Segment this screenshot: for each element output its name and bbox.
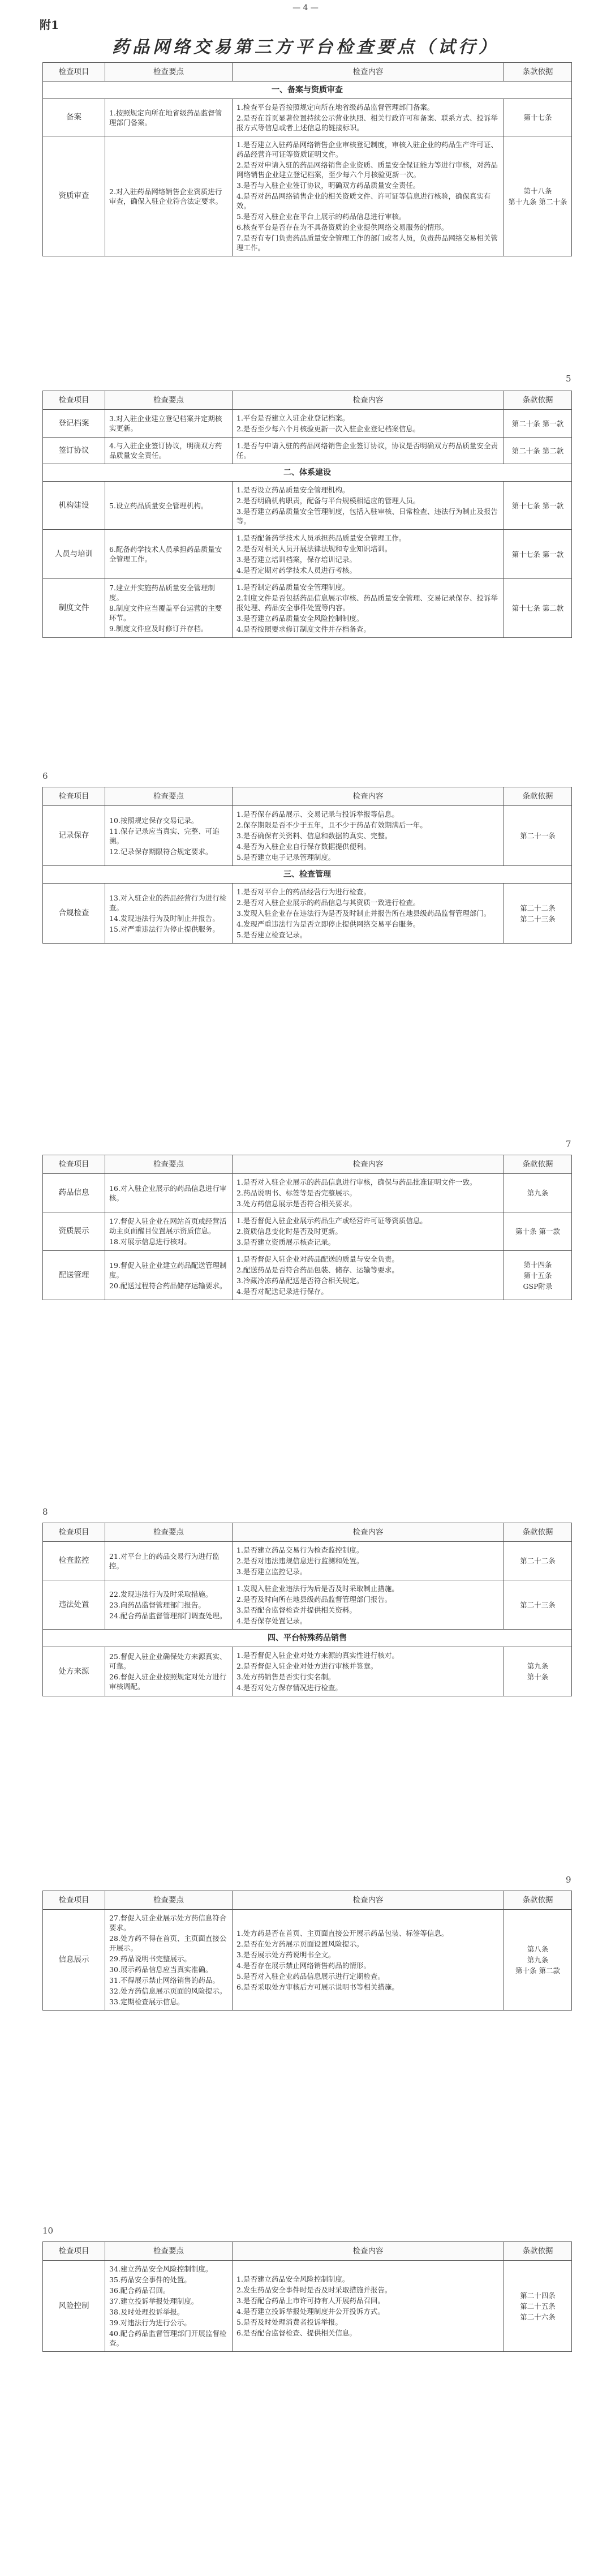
clause-basis-line: GSP附录 (523, 1281, 553, 1291)
clause-basis (504, 1542, 572, 1580)
section-heading: 三、检查管理 (43, 866, 572, 884)
check-item: 制度文件 (43, 579, 105, 638)
clause-basis-line: 第二十二条 (520, 903, 556, 912)
check-content-line: 1.是否建立药品交易行为检查监控制度。 (236, 1546, 364, 1554)
table-header-row (43, 1523, 572, 1542)
check-item: 风险控制 (43, 2261, 105, 2352)
check-points-line: 5.设立药品质量安全管理机构。 (109, 501, 208, 510)
check-item: 资质审查 (43, 136, 105, 256)
check-content-line: 3.是否配合监督检查并提供相关资料。 (236, 1606, 356, 1614)
clause-basis-line: 第二十三条 (520, 914, 556, 923)
check-points-line: 32.处方药信息展示页面的风险提示。 (109, 1987, 227, 1995)
check-content-line: 5.是否对入驻企业在平台上展示的药品信息进行审核。 (236, 212, 406, 221)
check-content-line: 3.是否确保有关资料、信息和数据的真实、完整。 (236, 831, 392, 840)
check-item: 药品信息 (43, 1174, 105, 1212)
check-content-line: 6.核查平台是否存在为不具备资质的企业提供网络交易服务的情形。 (236, 223, 449, 232)
check-points-line: 13.对入驻企业的药品经营行为进行检查。 (109, 893, 227, 912)
check-points (105, 1910, 233, 2011)
check-content-line: 1.是否设立药品质量安全管理机构。 (236, 486, 350, 494)
check-points-line: 6.配备药学技术人员承担药品质量安全管理工作。 (109, 545, 222, 563)
clause-basis-line: 第十八条 (523, 186, 552, 195)
column-header: 检查项目 (43, 63, 105, 82)
clause-basis-line: 第二十五条 (520, 2301, 556, 2311)
check-content (233, 410, 504, 438)
page-number: 7 (566, 1139, 571, 1149)
check-content-line: 1.是否督促入驻企业展示药品生产或经营许可证等资质信息。 (236, 1216, 427, 1225)
check-points-line: 10.按照规定保存交易记录。 (109, 816, 199, 825)
column-header: 检查内容 (233, 787, 504, 806)
check-points (105, 1174, 233, 1212)
document-title: 药品网络交易第三方平台检查要点（试行） (112, 37, 499, 57)
check-content-line: 3.是否建立资质展示核查记录。 (236, 1238, 335, 1246)
check-content-line: 3.发现入驻企业存在违法行为是否及时制止并报告所在地县级药品监督管理部门。 (236, 909, 491, 918)
check-content-line: 4.是否按照要求修订制度文件并存档备查。 (236, 625, 371, 633)
check-content-line: 1.是否保存药品展示、交易记录与投诉举报等信息。 (236, 810, 399, 818)
clause-basis-line: 第十条 第一款 (515, 1227, 560, 1236)
check-content-line: 2.是否在首页显著位置持续公示营业执照、相关行政许可和备案、联系方式、投诉举报方式等信息或者上述信息的链接标识。 (236, 114, 498, 132)
check-content-line: 2.是否及时向所在地县级药品监督管理部门报告。 (236, 1595, 392, 1604)
check-content-line: 6.是否配合监督检查、提供相关信息。 (236, 2329, 356, 2337)
section-heading: 一、备案与资质审查 (43, 82, 572, 99)
column-header: 条款依据 (504, 1891, 572, 1910)
clause-basis-line: 第二十三条 (520, 1600, 556, 1609)
check-points-line: 23.向药品监督管理部门报告。 (109, 1600, 205, 1609)
column-header: 检查要点 (105, 1155, 233, 1174)
inspection-table (42, 787, 572, 944)
table-row (43, 2261, 572, 2352)
check-item: 资质展示 (43, 1212, 105, 1251)
table-header-row (43, 63, 572, 82)
check-content-line: 1.是否制定药品质量安全管理制度。 (236, 583, 350, 592)
check-content (233, 2261, 504, 2352)
clause-basis-line: 第二十二条 (520, 1557, 556, 1565)
clause-basis (504, 410, 572, 438)
check-content (233, 1580, 504, 1630)
check-points (105, 410, 233, 438)
check-points-line: 11.保存记录应当真实、完整、可追溯。 (109, 826, 220, 845)
clause-basis-line: 第十七条 (523, 113, 552, 122)
check-content-line: 1.是否与申请入驻的药品网络销售企业签订协议，协议是否明确双方药品质量安全责任。 (236, 442, 498, 460)
table-row (43, 530, 572, 579)
column-header: 检查要点 (105, 787, 233, 806)
check-content-line: 2.是否对入驻企业展示的药品信息与其资质一致进行检查。 (236, 898, 420, 907)
clause-basis-line: 第十七条 第二款 (511, 604, 564, 612)
check-content (233, 1212, 504, 1251)
table-row (43, 1910, 572, 2011)
check-content-line: 2.是否督促入驻企业对处方进行审核并签章。 (236, 1662, 378, 1670)
check-content-line: 4.是否对处方保存情况进行检查。 (236, 1683, 342, 1692)
table-row (43, 99, 572, 136)
column-header: 条款依据 (504, 1523, 572, 1542)
column-header: 条款依据 (504, 2242, 572, 2261)
check-points-line: 4.与入驻企业签订协议，明确双方药品质量安全责任。 (109, 442, 222, 460)
column-header: 检查内容 (233, 391, 504, 410)
clause-basis-line: 第十四条 (523, 1260, 552, 1269)
check-content-line: 2.保存期限是否不少于五年，且不少于药品有效期满后一年。 (236, 821, 427, 829)
table-header-row (43, 787, 572, 806)
check-points (105, 99, 233, 136)
check-content-line: 3.冷藏冷冻药品配送是否符合相关规定。 (236, 1276, 364, 1285)
check-content-line: 2.是否至少每六个月核验更新一次入驻企业登记档案信息。 (236, 425, 420, 433)
table-row (43, 1647, 572, 1696)
check-content (233, 99, 504, 136)
check-content-line: 3.是否展示处方药说明书全文。 (236, 1950, 335, 1959)
page-number: 10 (42, 2226, 54, 2236)
check-points-line: 14.发现违法行为及时制止并报告。 (109, 914, 220, 923)
check-content-line: 3.是否与入驻企业签订协议，明确双方药品质量安全责任。 (236, 181, 420, 190)
check-points (105, 1251, 233, 1300)
clause-basis-line: 第十五条 (523, 1271, 552, 1280)
check-content-line: 4.是否对配送记录进行保存。 (236, 1287, 328, 1296)
check-content (233, 884, 504, 944)
column-header: 检查要点 (105, 1523, 233, 1542)
clause-basis (504, 136, 572, 256)
check-points-line: 26.督促入驻企业按照规定对处方进行审核调配。 (109, 1673, 227, 1691)
section-row (43, 866, 572, 884)
clause-basis-line: 第九条 (527, 1956, 549, 1964)
check-item: 记录保存 (43, 806, 105, 866)
check-item: 违法处置 (43, 1580, 105, 1630)
clause-basis-line: 第十条 第二款 (515, 1966, 560, 1975)
check-content-line: 6.是否采取处方审核后方可展示说明书等相关措施。 (236, 1982, 399, 1991)
check-points-line: 16.对入驻企业展示的药品信息进行审核。 (109, 1184, 227, 1202)
check-points-line: 3.对入驻企业建立登记档案并定期核实更新。 (109, 414, 222, 432)
clause-basis-line: 第二十六条 (520, 2312, 556, 2321)
inspection-table (42, 1523, 572, 1696)
column-header: 检查内容 (233, 63, 504, 82)
page-number: 5 (566, 374, 571, 384)
check-points-line: 25.督促入驻企业确保处方来源真实、可靠。 (109, 1652, 227, 1670)
check-content (233, 438, 504, 464)
check-content-line: 1.检查平台是否按照规定向所在地省级药品监督管理部门备案。 (236, 103, 434, 112)
clause-basis (504, 1910, 572, 2011)
clause-basis-line: 第十七条 第一款 (511, 501, 564, 510)
table-row (43, 884, 572, 944)
check-content (233, 1251, 504, 1300)
check-points-line: 36.配合药品召回。 (109, 2286, 170, 2295)
column-header: 检查要点 (105, 2242, 233, 2261)
check-content-line: 4.是否建立投诉举报处理制度并公开投诉方式。 (236, 2307, 385, 2316)
clause-basis-line: 第二十四条 (520, 2291, 556, 2300)
table-row (43, 1251, 572, 1300)
check-points-line: 35.药品安全事件的处置。 (109, 2275, 191, 2284)
check-content-line: 2.药品说明书、标签等是否完整展示。 (236, 1189, 356, 1197)
check-content-line: 3.是否配合药品上市许可持有人开展药品召回。 (236, 2296, 385, 2305)
column-header: 检查要点 (105, 1891, 233, 1910)
table-header-row (43, 1155, 572, 1174)
clause-basis (504, 579, 572, 638)
check-points-line: 33.定期检查展示信息。 (109, 1998, 184, 2006)
table-row (43, 579, 572, 638)
check-content-line: 3.是否建立药品质量安全管理制度，包括入驻审核、日常检查、违法行为制止及报告等。 (236, 507, 498, 525)
check-content-line: 2.资质信息变化时是否及时更新。 (236, 1227, 342, 1236)
table-header-row (43, 391, 572, 410)
check-points-line: 8.制度文件应当覆盖平台运营的主要环节。 (109, 604, 222, 622)
check-item: 合规检查 (43, 884, 105, 944)
check-points-line: 19.督促入驻企业建立药品配送管理制度。 (109, 1261, 227, 1279)
table-row (43, 1542, 572, 1580)
check-points (105, 438, 233, 464)
inspection-table (42, 391, 572, 638)
check-content-line: 1.是否配备药学技术人员承担药品质量安全管理工作。 (236, 534, 406, 542)
section-row (43, 82, 572, 99)
page-number: 9 (566, 1875, 571, 1885)
clause-basis (504, 2261, 572, 2352)
check-points-line: 2.对入驻药品网络销售企业资质进行审查，确保入驻企业符合法定要求。 (109, 187, 223, 205)
check-content-line: 2.配送药品是否符合药品包装、储存、运输等要求。 (236, 1266, 399, 1274)
table-row (43, 136, 572, 256)
table-row (43, 1174, 572, 1212)
section-row (43, 464, 572, 482)
check-points-line: 12.记录保存期限符合规定要求。 (109, 847, 213, 856)
check-content-line: 2.是否对申请入驻的药品网络销售企业资质、质量安全保证能力等进行审核，对药品网络销售企业建立登记档案，至少每六个月核验更新一次。 (236, 161, 498, 179)
check-content (233, 530, 504, 579)
appendix-label: 附1 (40, 18, 59, 32)
check-item: 处方来源 (43, 1647, 105, 1696)
check-content-line: 5.是否建立电子记录管理制度。 (236, 853, 335, 861)
table-row (43, 410, 572, 438)
clause-basis-line: 第二十条 第一款 (511, 419, 564, 428)
check-content-line: 2.是否在处方药展示页面设置风险提示。 (236, 1939, 364, 1948)
check-content-line: 1.发现入驻企业违法行为后是否及时采取制止措施。 (236, 1584, 399, 1593)
check-item: 登记档案 (43, 410, 105, 438)
table-row (43, 438, 572, 464)
clause-basis-line: 第八条 (527, 1945, 549, 1953)
table-row (43, 806, 572, 866)
check-content-line: 2.是否对违法违规信息进行监测和处置。 (236, 1557, 364, 1565)
check-points-line: 37.建立投诉举报处理制度。 (109, 2297, 199, 2305)
check-points-line: 21.对平台上的药品交易行为进行监控。 (109, 1551, 220, 1570)
inspection-table (42, 2241, 572, 2352)
column-header: 检查内容 (233, 1891, 504, 1910)
check-content-line: 4.是否保存处置记录。 (236, 1617, 307, 1625)
check-points-line: 9.制度文件应及时修订并存档。 (109, 624, 208, 633)
check-points-line: 27.督促入驻企业展示处方药信息符合要求。 (109, 1914, 227, 1932)
check-content (233, 136, 504, 256)
check-content-line: 4.是否对药品网络销售企业的相关资质文件、许可证等信息进行核验，确保真实有效。 (236, 192, 491, 210)
check-item: 签订协议 (43, 438, 105, 464)
clause-basis-line: 第二十条 第二款 (511, 446, 564, 455)
check-item: 备案 (43, 99, 105, 136)
check-content (233, 1542, 504, 1580)
check-points (105, 2261, 233, 2352)
check-content-line: 1.是否建立入驻药品网络销售企业审核登记制度，审核入驻企业的药品生产许可证、药品经营许可证等资质证明文件。 (236, 140, 498, 158)
check-points-line: 30.展示药品信息应当真实准确。 (109, 1965, 213, 1974)
check-content-line: 3.是否建立药品质量安全风险控制制度。 (236, 614, 364, 623)
table-header-row (43, 2242, 572, 2261)
clause-basis (504, 1251, 572, 1300)
column-header: 检查项目 (43, 391, 105, 410)
top-page-number: — 4 — (292, 3, 319, 12)
clause-basis (504, 530, 572, 579)
check-content (233, 1174, 504, 1212)
table-header-row (43, 1891, 572, 1910)
clause-basis-line: 第十条 (527, 1673, 549, 1681)
clause-basis (504, 884, 572, 944)
clause-basis-line: 第十九条 第二十条 (508, 197, 567, 206)
column-header: 条款依据 (504, 391, 572, 410)
inspection-table (42, 1155, 572, 1300)
clause-basis (504, 99, 572, 136)
section-heading: 四、平台特殊药品销售 (43, 1630, 572, 1647)
check-points-line: 34.建立药品安全风险控制制度。 (109, 2265, 213, 2273)
page-number: 6 (42, 771, 48, 781)
column-header: 检查内容 (233, 1523, 504, 1542)
table-row (43, 1580, 572, 1630)
check-points (105, 884, 233, 944)
section-heading: 二、体系建设 (43, 464, 572, 482)
check-content-line: 1.是否对入驻企业展示的药品信息进行审核，确保与药品批准证明文件一致。 (236, 1178, 477, 1186)
check-content-line: 3.处方药销售是否实行实名制。 (236, 1673, 335, 1681)
clause-basis-line: 第十七条 第一款 (511, 550, 564, 559)
clause-basis (504, 438, 572, 464)
check-content-line: 5.是否建立检查记录。 (236, 931, 307, 939)
clause-basis (504, 1580, 572, 1630)
check-points (105, 1647, 233, 1696)
check-points (105, 1212, 233, 1251)
check-item: 信息展示 (43, 1910, 105, 2011)
check-points (105, 579, 233, 638)
check-content-line: 5.是否对入驻企业药品信息展示进行定期检查。 (236, 1971, 385, 1981)
check-content-line: 3.是否建立监控记录。 (236, 1567, 307, 1576)
check-content (233, 1647, 504, 1696)
check-content-line: 4.是否存在展示禁止网络销售药品的情形。 (236, 1961, 371, 1970)
column-header: 条款依据 (504, 63, 572, 82)
check-points (105, 530, 233, 579)
column-header: 检查项目 (43, 787, 105, 806)
check-content-line: 2.是否明确机构职责，配备与平台规模相适应的管理人员。 (236, 496, 420, 505)
check-points-line: 38.及时处理投诉举报。 (109, 2308, 184, 2316)
check-content-line: 1.处方药是否在首页、主页面直接公开展示药品包装、标签等信息。 (236, 1928, 449, 1938)
check-content (233, 579, 504, 638)
check-content-line: 1.是否对平台上的药品经营行为进行检查。 (236, 888, 371, 896)
column-header: 检查内容 (233, 1155, 504, 1174)
check-item: 检查监控 (43, 1542, 105, 1580)
column-header: 检查项目 (43, 1523, 105, 1542)
check-points-line: 7.建立并实施药品质量安全管理制度。 (109, 584, 215, 602)
check-points-line: 1.按照规定向所在地省级药品监督管理部门备案。 (109, 108, 222, 127)
check-points-line: 40.配合药品监督管理部门开展监督检查。 (109, 2329, 227, 2347)
check-content-line: 4.是否定期对药学技术人员进行考核。 (236, 566, 356, 575)
column-header: 检查要点 (105, 63, 233, 82)
check-points-line: 28.处方药不得在首页、主页面直接公开展示。 (109, 1934, 227, 1952)
check-points-line: 18.对展示信息进行核对。 (109, 1237, 191, 1246)
check-content (233, 806, 504, 866)
check-content-line: 3.是否建立培训档案，保存培训记录。 (236, 555, 356, 564)
check-item: 机构建设 (43, 482, 105, 530)
clause-basis (504, 806, 572, 866)
check-points-line: 31.不得展示禁止网络销售的药品。 (109, 1976, 220, 1984)
check-points (105, 806, 233, 866)
check-points-line: 24.配合药品监督管理部门调查处理。 (109, 1611, 227, 1620)
table-row (43, 1212, 572, 1251)
check-points (105, 1542, 233, 1580)
check-content (233, 1910, 504, 2011)
check-points (105, 1580, 233, 1630)
check-points-line: 15.对严重违法行为停止提供服务。 (109, 924, 220, 933)
clause-basis (504, 1174, 572, 1212)
section-row (43, 1630, 572, 1647)
clause-basis (504, 1212, 572, 1251)
inspection-table (42, 62, 572, 256)
check-points-line: 17.督促入驻企业在网站首页或经营活动主页面醒目位置展示资质信息。 (109, 1217, 227, 1235)
check-content-line: 1.是否督促入驻企业对药品配送的质量与安全负责。 (236, 1255, 399, 1263)
check-points-line: 20.配送过程符合药品储存运输要求。 (109, 1281, 227, 1290)
check-content-line: 2.发生药品安全事件时是否及时采取措施并报告。 (236, 2286, 392, 2294)
clause-basis-line: 第九条 (527, 1662, 549, 1670)
check-content-line: 4.是否为入驻企业自行保存数据提供便利。 (236, 842, 371, 851)
table-row (43, 482, 572, 530)
column-header: 检查要点 (105, 391, 233, 410)
check-points-line: 22.发现违法行为及时采取措施。 (109, 1589, 213, 1598)
check-content-line: 1.是否督促入驻企业对处方来源的真实性进行核对。 (236, 1651, 399, 1660)
column-header: 条款依据 (504, 1155, 572, 1174)
check-content-line: 5.是否及时处理消费者投诉举报。 (236, 2318, 342, 2326)
clause-basis (504, 1647, 572, 1696)
check-content-line: 1.平台是否建立入驻企业登记档案。 (236, 414, 350, 422)
check-content-line: 2.制度文件是否包括药品信息展示审核、药品质量安全管理、交易记录保存、投诉举报处理、药品安全事件处置等内容。 (236, 594, 498, 612)
clause-basis-line: 第二十一条 (520, 831, 556, 840)
inspection-table (42, 1891, 572, 2011)
check-points (105, 136, 233, 256)
check-content-line: 1.是否建立药品安全风险控制制度。 (236, 2275, 350, 2283)
column-header: 检查项目 (43, 1155, 105, 1174)
column-header: 条款依据 (504, 787, 572, 806)
column-header: 检查内容 (233, 2242, 504, 2261)
check-points (105, 482, 233, 530)
check-content (233, 482, 504, 530)
check-content-line: 7.是否有专门负责药品质量安全管理工作的部门或者人员，负责药品网络交易相关管理工作。 (236, 234, 498, 252)
clause-basis-line: 第九条 (527, 1189, 549, 1197)
check-points-line: 39.对违法行为进行公示。 (109, 2318, 191, 2327)
check-item: 配送管理 (43, 1251, 105, 1300)
column-header: 检查项目 (43, 2242, 105, 2261)
column-header: 检查项目 (43, 1891, 105, 1910)
check-content-line: 2.是否对相关人员开展法律法规和专业知识培训。 (236, 545, 392, 553)
check-points-line: 29.药品说明书完整展示。 (109, 1954, 191, 1963)
clause-basis (504, 482, 572, 530)
check-content-line: 3.处方药信息展示是否符合相关要求。 (236, 1199, 356, 1208)
page-number: 8 (42, 1507, 48, 1517)
check-content-line: 4.发现严重违法行为是否立即停止提供网络交易平台服务。 (236, 920, 420, 928)
check-item: 人员与培训 (43, 530, 105, 579)
